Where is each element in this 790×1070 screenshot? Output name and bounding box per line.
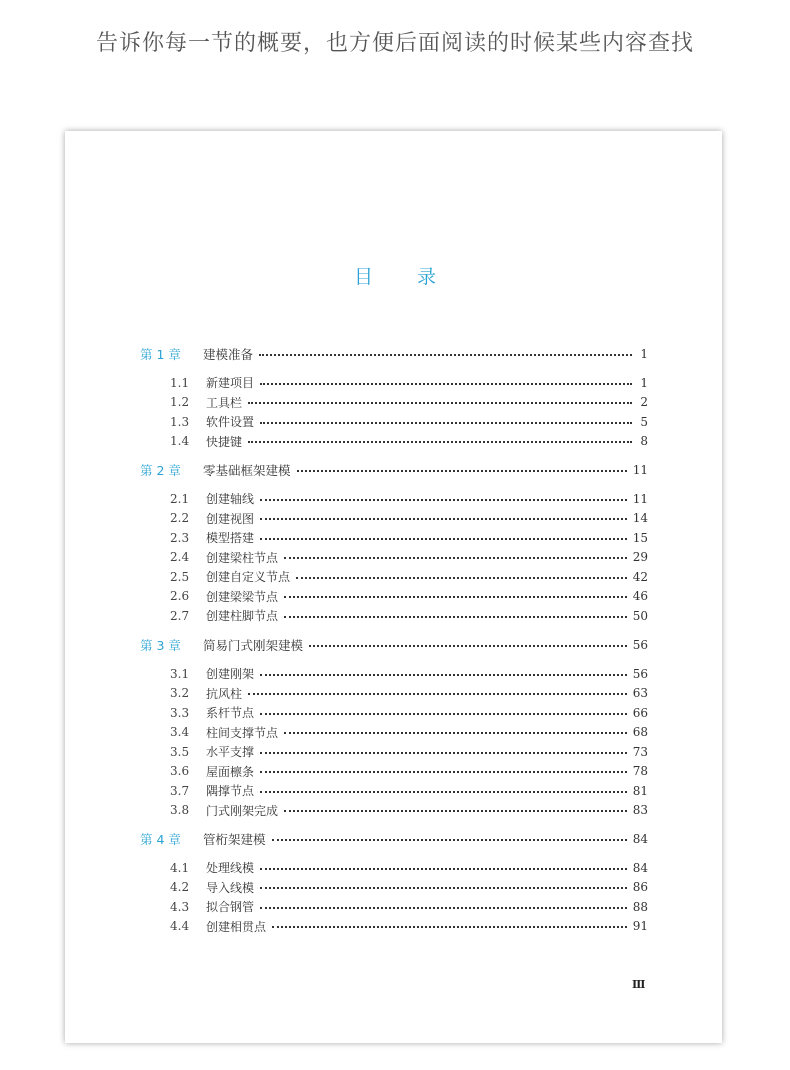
page-caption: 告诉你每一节的概要，也方便后面阅读的时候某些内容查找 xyxy=(95,31,694,56)
toc-section-row[interactable] xyxy=(140,548,648,566)
dot-leader xyxy=(284,732,627,734)
dot-leader xyxy=(260,771,627,773)
entry-number: 2.2 xyxy=(170,511,190,526)
dot-leader xyxy=(260,907,627,909)
toc-section-row[interactable] xyxy=(140,393,648,411)
entry-number: 3.4 xyxy=(170,725,190,740)
entry-page: 11 xyxy=(632,463,648,478)
entry-page: 14 xyxy=(632,511,648,526)
entry-title: 简易门式刚架建模 xyxy=(203,637,304,653)
entry-page: 73 xyxy=(632,744,648,759)
entry-number: 3.7 xyxy=(170,783,190,798)
entry-page: 84 xyxy=(632,860,648,875)
entry-page: 83 xyxy=(632,803,648,818)
dot-leader xyxy=(260,518,627,520)
dot-leader xyxy=(260,674,627,676)
entry-number: 4.3 xyxy=(170,899,190,914)
entry-page: 2 xyxy=(640,395,648,410)
toc-chapter-row[interactable] xyxy=(140,830,648,848)
entry-page: 81 xyxy=(632,783,648,798)
dot-leader xyxy=(284,557,627,559)
toc-chapter-row[interactable] xyxy=(140,636,648,654)
entry-title: 建模准备 xyxy=(203,347,254,362)
entry-page: 86 xyxy=(632,880,648,895)
entry-title: 系杆节点 xyxy=(206,706,255,721)
toc-section-row[interactable] xyxy=(140,607,648,625)
toc-section-row[interactable] xyxy=(140,782,648,800)
entry-number: 第 3 章 xyxy=(140,637,181,653)
toc-section-row[interactable] xyxy=(140,374,648,392)
entry-title: 隅撑节点 xyxy=(206,784,255,799)
entry-number: 1.2 xyxy=(170,395,190,410)
toc-section-row[interactable] xyxy=(140,762,648,780)
toc-section-row[interactable] xyxy=(140,917,648,935)
dot-leader xyxy=(296,577,627,579)
entry-title: 新建项目 xyxy=(206,376,255,391)
entry-title: 创建梁梁节点 xyxy=(206,589,279,604)
entry-number: 4.2 xyxy=(170,880,190,895)
entry-title: 模型搭建 xyxy=(206,531,255,546)
dot-leader xyxy=(260,868,627,870)
toc-section-row[interactable] xyxy=(140,878,648,896)
toc-section-row[interactable] xyxy=(140,743,648,761)
entry-number: 3.2 xyxy=(170,686,190,701)
entry-title: 创建视图 xyxy=(206,511,255,526)
dot-leader xyxy=(309,645,627,647)
entry-page: 63 xyxy=(632,686,648,701)
dot-leader xyxy=(260,422,632,424)
entry-page: 68 xyxy=(632,725,648,740)
dot-leader xyxy=(284,810,627,812)
entry-title: 门式刚架完成 xyxy=(206,803,279,818)
entry-page: 1 xyxy=(640,375,648,390)
entry-number: 2.1 xyxy=(170,491,190,506)
toc-section-row[interactable] xyxy=(140,587,648,605)
entry-number: 3.3 xyxy=(170,705,190,720)
entry-title: 创建自定义节点 xyxy=(206,570,291,585)
entry-number: 4.4 xyxy=(170,919,190,934)
entry-number: 3.1 xyxy=(170,666,190,681)
entry-page: 15 xyxy=(632,530,648,545)
entry-number: 3.8 xyxy=(170,803,190,818)
entry-page: 42 xyxy=(632,569,648,584)
entry-page: 56 xyxy=(632,637,648,652)
entry-page: 46 xyxy=(632,589,648,604)
entry-title: 柱间支撑节点 xyxy=(206,725,279,740)
toc-section-row[interactable] xyxy=(140,898,648,916)
toc-title-char: 目 xyxy=(353,266,373,288)
dot-leader xyxy=(272,926,627,928)
entry-number: 1.1 xyxy=(170,375,190,390)
toc-section-row[interactable] xyxy=(140,801,648,819)
entry-title: 零基础框架建模 xyxy=(203,463,291,479)
entry-number: 2.5 xyxy=(170,569,190,584)
entry-title: 拟合钢管 xyxy=(206,900,255,915)
dot-leader xyxy=(260,752,627,754)
toc-chapter-row[interactable] xyxy=(140,345,648,363)
entry-page: 8 xyxy=(640,434,648,449)
dot-leader xyxy=(284,616,627,618)
dot-leader xyxy=(248,402,632,404)
entry-title: 创建柱脚节点 xyxy=(206,609,279,624)
dot-leader xyxy=(272,839,627,841)
page-folio: Ⅲ xyxy=(632,978,646,991)
toc-chapter-row[interactable] xyxy=(140,461,648,479)
dot-leader xyxy=(248,441,632,443)
entry-number: 第 1 章 xyxy=(140,347,181,362)
entry-title: 导入线模 xyxy=(206,880,255,895)
entry-title: 创建刚架 xyxy=(206,667,255,682)
entry-page: 78 xyxy=(632,764,648,779)
dot-leader xyxy=(284,596,627,598)
entry-number: 2.7 xyxy=(170,608,190,623)
toc-section-row[interactable] xyxy=(140,432,648,450)
toc-section-row[interactable] xyxy=(140,490,648,508)
dot-leader xyxy=(260,383,632,385)
toc-section-row[interactable] xyxy=(140,723,648,741)
entry-title: 水平支撑 xyxy=(206,745,255,760)
entry-page: 91 xyxy=(632,919,648,934)
entry-number: 4.1 xyxy=(170,860,190,875)
entry-title: 管桁架建模 xyxy=(203,832,266,848)
toc-title-char: 录 xyxy=(417,266,437,288)
entry-page: 5 xyxy=(640,414,648,429)
dot-leader xyxy=(259,354,632,356)
entry-title: 创建轴线 xyxy=(206,492,255,507)
entry-page: 84 xyxy=(632,832,648,847)
dot-leader xyxy=(297,470,627,472)
entry-number: 3.6 xyxy=(170,764,190,779)
entry-page: 11 xyxy=(632,491,648,506)
toc-section-row[interactable] xyxy=(140,704,648,722)
toc-section-row[interactable] xyxy=(140,568,648,586)
dot-leader xyxy=(260,791,627,793)
entry-title: 快捷键 xyxy=(206,434,243,449)
dot-leader xyxy=(260,499,627,501)
entry-title: 工具栏 xyxy=(206,395,243,410)
entry-title: 屋面檩条 xyxy=(206,764,255,779)
entry-number: 第 4 章 xyxy=(140,832,181,848)
entry-number: 2.6 xyxy=(170,589,190,604)
entry-title: 处理线模 xyxy=(206,861,255,876)
entry-number: 2.3 xyxy=(170,530,190,545)
entry-number: 2.4 xyxy=(170,550,190,565)
entry-number: 第 2 章 xyxy=(140,463,181,479)
dot-leader xyxy=(248,693,627,695)
entry-title: 软件设置 xyxy=(206,415,255,430)
toc-title xyxy=(0,262,790,289)
entry-number: 1.4 xyxy=(170,434,190,449)
entry-title: 创建相贯点 xyxy=(206,919,267,934)
toc-section-row[interactable] xyxy=(140,413,648,431)
toc-section-row[interactable] xyxy=(140,684,648,702)
toc-section-row[interactable] xyxy=(140,859,648,877)
entry-page: 29 xyxy=(632,550,648,565)
entry-page: 1 xyxy=(640,347,648,361)
dot-leader xyxy=(260,713,627,715)
entry-number: 1.3 xyxy=(170,414,190,429)
entry-title: 创建梁柱节点 xyxy=(206,550,279,565)
entry-title: 抗风柱 xyxy=(206,686,243,701)
dot-leader xyxy=(260,887,627,889)
toc-section-row[interactable] xyxy=(140,509,648,527)
entry-page: 66 xyxy=(632,705,648,720)
entry-number: 3.5 xyxy=(170,744,190,759)
entry-page: 88 xyxy=(632,899,648,914)
toc-section-row[interactable] xyxy=(140,665,648,683)
entry-page: 50 xyxy=(632,608,648,623)
dot-leader xyxy=(260,538,627,540)
toc-section-row[interactable] xyxy=(140,529,648,547)
entry-page: 56 xyxy=(632,666,648,681)
